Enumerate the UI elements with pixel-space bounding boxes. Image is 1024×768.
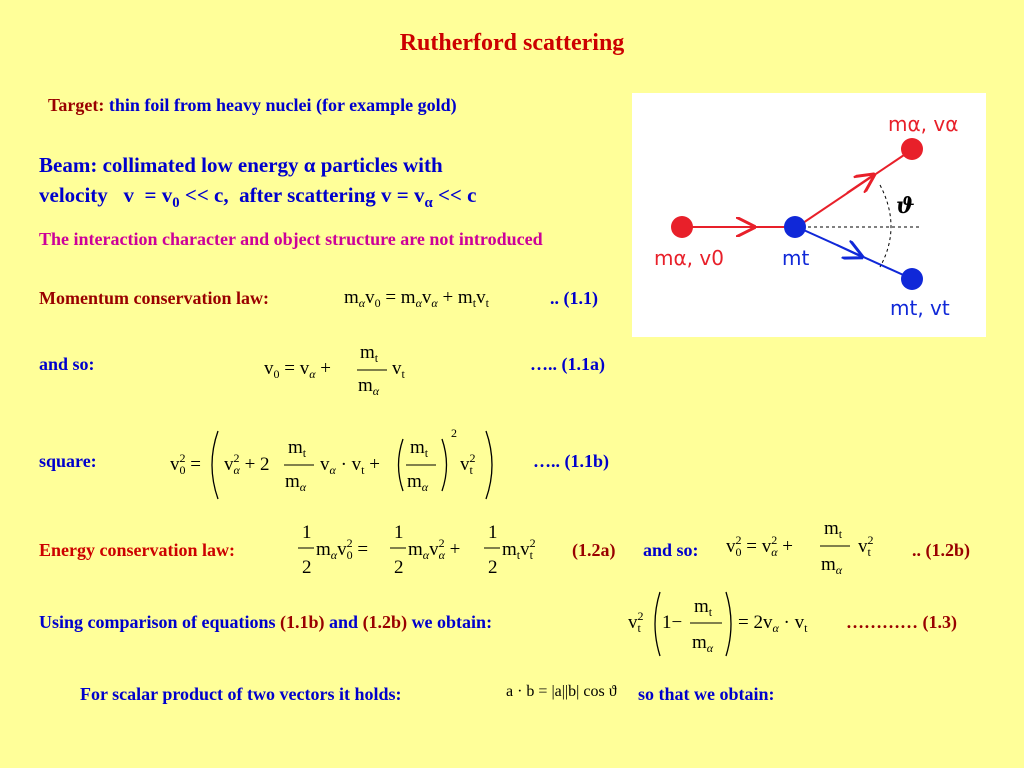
svg-text:vt: $v_t$ bbox=[392, 358, 405, 381]
beam-sub-0: 0 bbox=[172, 195, 180, 212]
target-nucleus bbox=[784, 216, 806, 238]
svg-text:v2t: $v^2$ t bbox=[628, 609, 644, 635]
comparison-line bbox=[39, 612, 492, 633]
svg-text:mαv0 = mαvα + mtvt: $m_\alpha v_0 = m_\alpha v_\alpha + m_tv_t$ bbox=[344, 287, 489, 310]
scalar-equation bbox=[504, 676, 634, 706]
comparison-text-b: and bbox=[329, 612, 359, 632]
scalar-after: so that we obtain: bbox=[638, 684, 775, 704]
svg-text:v0 = vα +: $v_0 = v_\alpha$ + bbox=[264, 358, 331, 381]
beam-line-2 bbox=[39, 180, 619, 218]
energy-equation-2 bbox=[722, 514, 892, 578]
alpha-particle-out bbox=[901, 138, 923, 160]
svg-text:mtv2t: $m_tv^2$ t bbox=[502, 536, 536, 562]
svg-text:mα: $m_\alpha$ bbox=[692, 632, 714, 655]
momentum-equation bbox=[340, 280, 540, 314]
svg-text:mα: $m_\alpha$ bbox=[285, 471, 307, 494]
scattering-figure bbox=[632, 93, 986, 337]
comparison-ref-2: (1.2b) bbox=[362, 612, 408, 632]
comparison-text-a: Using comparison of equations bbox=[39, 612, 276, 632]
square-eq-number: ….. (1.1b) bbox=[533, 451, 609, 471]
svg-text:1: 1 bbox=[302, 522, 312, 543]
svg-text:v2t: $v^2$ t bbox=[460, 451, 476, 477]
svg-text:mt: $m_t$ bbox=[360, 342, 379, 365]
and-so-eq-number: ….. (1.1a) bbox=[530, 354, 605, 374]
beam-sub-alpha: α bbox=[424, 195, 433, 212]
alpha-particle-in bbox=[671, 216, 693, 238]
beam-description bbox=[39, 150, 619, 218]
target-line bbox=[48, 95, 457, 116]
momentum-eq-number: .. (1.1) bbox=[550, 288, 598, 308]
scattering-diagram bbox=[632, 93, 986, 337]
svg-text:1: 1 bbox=[488, 522, 498, 543]
svg-text:mαv20 =: $m_\alpha v^2$ 0 = bbox=[316, 536, 369, 562]
svg-text:= 2vα · vt: = $2v_\alpha \cdot v_t$ bbox=[738, 612, 808, 635]
energy-equation bbox=[296, 518, 552, 582]
label-angle: ϑ bbox=[896, 193, 915, 219]
interaction-note: The interaction character and object structure are not introduced bbox=[39, 229, 543, 249]
beam-line-1: Beam: collimated low energy α particles with bbox=[39, 153, 443, 177]
and-so-label: and so: bbox=[39, 354, 95, 374]
svg-text:mα: $m_\alpha$ bbox=[407, 471, 429, 494]
svg-text:v20 = v2α +: $v^2$ $0 = v^2$ α + bbox=[726, 533, 793, 559]
comparison-eq-number: ………… (1.3) bbox=[846, 612, 957, 632]
svg-text:2: 2 bbox=[394, 557, 404, 578]
energy-label: Energy conservation law: bbox=[39, 540, 235, 560]
label-target-out: mt, vt bbox=[890, 296, 950, 320]
velocity-equation bbox=[262, 340, 422, 400]
beam-line-2a: velocity v = v bbox=[39, 183, 173, 207]
page-title: Rutherford scattering bbox=[399, 30, 625, 56]
label-alpha-out: mα, vα bbox=[888, 112, 959, 136]
svg-text:2: 2 bbox=[488, 557, 498, 578]
target-label: Target: bbox=[48, 95, 105, 115]
svg-text:2: 2 bbox=[302, 557, 312, 578]
svg-text:mt: $m_t$ bbox=[288, 437, 307, 460]
scalar-text: For scalar product of two vectors it holds: bbox=[80, 684, 402, 704]
energy-and-so: and so: bbox=[643, 540, 699, 560]
svg-text:mt: $m_t$ bbox=[694, 596, 713, 619]
comparison-ref-1: (1.1b) bbox=[280, 612, 325, 632]
svg-text:mt: $m_t$ bbox=[824, 518, 843, 541]
svg-text:1: 1 bbox=[394, 522, 404, 543]
svg-text:v2α + 2: $v^2$ α + 2 bbox=[224, 451, 270, 477]
square-equation bbox=[168, 425, 498, 505]
svg-text:mα: $m_\alpha$ bbox=[358, 375, 380, 398]
momentum-label: Momentum conservation law: bbox=[39, 288, 269, 308]
svg-text:mt: $m_t$ bbox=[410, 437, 429, 460]
svg-text:1−: 1− bbox=[662, 612, 683, 633]
energy-eq-number: (1.2a) bbox=[572, 540, 616, 560]
comparison-equation bbox=[626, 588, 836, 658]
target-text: thin foil from heavy nuclei (for example gold) bbox=[108, 95, 457, 115]
comparison-text-c: we obtain: bbox=[411, 612, 493, 632]
target-recoil bbox=[901, 268, 923, 290]
svg-text:mα: $m_\alpha$ bbox=[821, 554, 843, 577]
square-label: square: bbox=[39, 451, 97, 471]
label-alpha-in: mα, v0 bbox=[654, 246, 724, 270]
label-target: mt bbox=[782, 246, 810, 270]
svg-text:v20 =: $v^2$ 0 = bbox=[170, 451, 201, 477]
svg-text:a · b = |a||b| cos ϑ: a · b = |a||b| cos ϑ bbox=[506, 683, 617, 700]
energy-eq-number-2: .. (1.2b) bbox=[912, 540, 970, 560]
beam-line-2c: << c bbox=[432, 183, 477, 207]
beam-line-2b: << c, after scattering v = v bbox=[179, 183, 425, 207]
svg-text:v2t: $v^2$ t bbox=[858, 533, 874, 559]
svg-text:2: 2 bbox=[451, 426, 457, 440]
svg-text:vα · vt +: $v_\alpha \cdot v_t$ + bbox=[320, 454, 380, 477]
svg-text:mαv2α +: $m_\alpha v^2$ α + bbox=[408, 536, 461, 562]
